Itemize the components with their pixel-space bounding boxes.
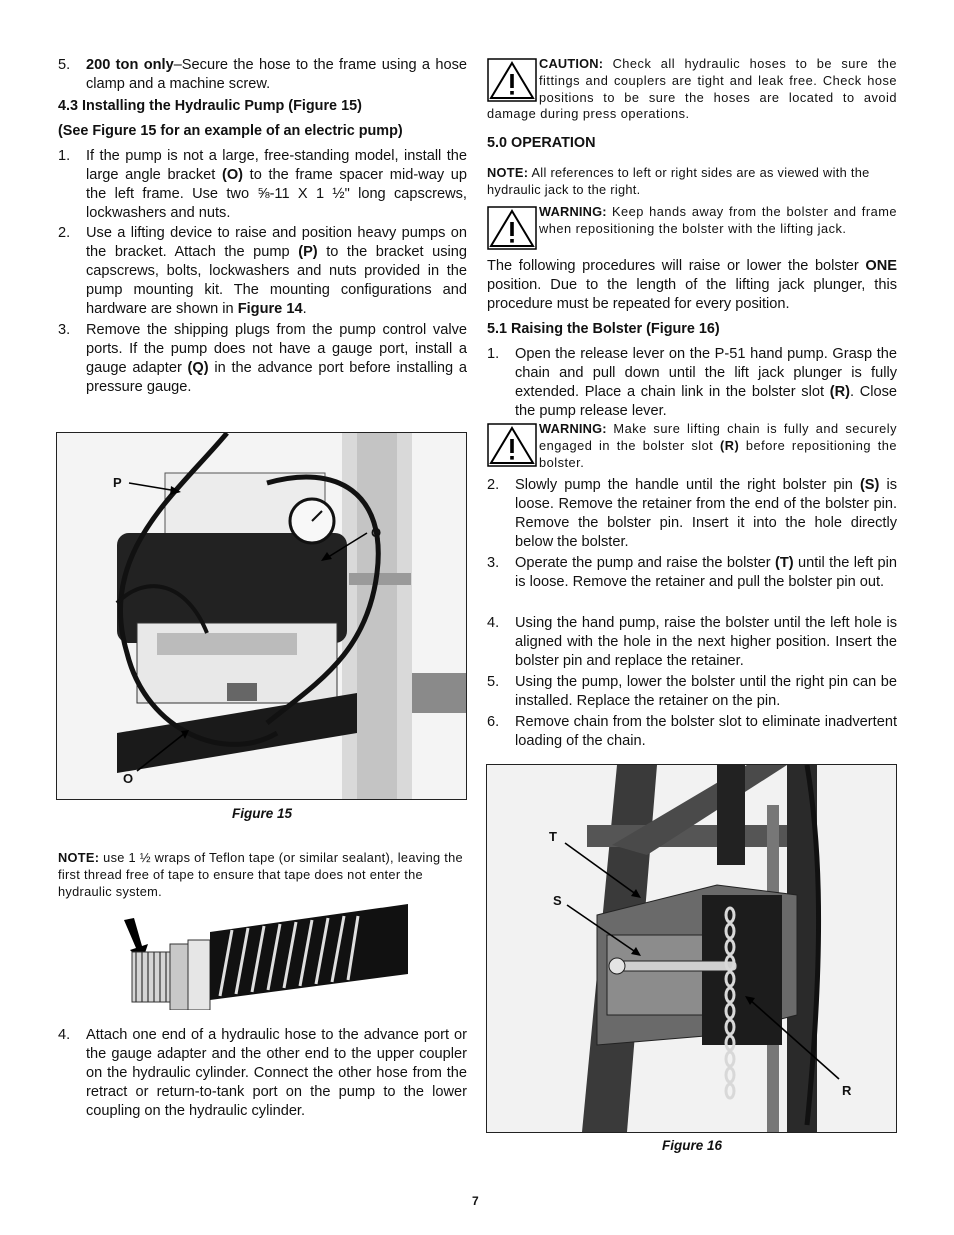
- list-number: 5.: [487, 674, 500, 690]
- list-number: 2.: [487, 477, 500, 493]
- figure-label-p: P: [113, 475, 122, 490]
- warning-label: WARNING:: [539, 204, 607, 219]
- teflon-note: [58, 849, 468, 900]
- step-text: Remove the shipping plugs from the pump control valve ports. If the pump does not have a gauge port, install a gauge adapter (Q) in the advance port before installing a pressure gauge.: [86, 322, 467, 395]
- section-heading-5-0: 5.0 OPERATION: [487, 135, 596, 151]
- operation-intro: The following procedures will raise or lower the bolster ONE position. Due to the length of the lifting jack plunger, this procedure must be repeated for every position.: [487, 258, 897, 312]
- figure-label-t: T: [549, 829, 557, 844]
- figure-label-o: O: [123, 771, 134, 786]
- note-text: use 1 ½ wraps of Teflon tape (or similar sealant), leaving the first thread free of tape to ensure that tape does not enter the hydraulic system.: [58, 850, 463, 899]
- step-text: Open the release lever on the P-51 hand pump. Grasp the chain and pull down until the lift jack plunger is fully extended. Place a chain link in the bolster slot (R). Close the pump release lever.: [515, 346, 898, 419]
- warning-icon: [487, 206, 537, 250]
- figure-15-photo: [56, 432, 467, 800]
- caution-box: [487, 56, 897, 123]
- step-text: Use a lifting device to raise and position heavy pumps on the bracket. Attach the pump (P) to the bracket using capscrews, bolts, lockwashers and nuts provided in the pump mounting kit. The mounting configurations and hardware are shown in Figure 14.: [86, 225, 467, 317]
- step-text: Remove chain from the bolster slot to eliminate inadvertent loading of the chain.: [515, 714, 897, 749]
- figure-label-s: S: [553, 893, 562, 908]
- list-number: 1.: [487, 346, 500, 362]
- list-number: 4.: [58, 1027, 71, 1043]
- warning-icon: [487, 423, 537, 467]
- figure-16-photo: [486, 764, 897, 1133]
- warning-box-2: [487, 421, 897, 471]
- list-number: 2.: [58, 225, 71, 241]
- step-text: –Secure the hose to the frame using a hose clamp and a machine screw.: [86, 57, 467, 92]
- warning-text: WARNING: Make sure lifting chain is fully and securely engaged in the bolster slot (R) before repositioning the bolster.: [539, 421, 897, 470]
- bold-label: 200 ton only: [86, 57, 174, 73]
- list-number: 3.: [58, 322, 71, 338]
- list-number: 4.: [487, 615, 500, 631]
- step-text: If the pump is not a large, free-standing model, install the large angle bracket (O) to the frame spacer mid-way up the left frame. Use two ⅝-11 X 1 ½" long capscrews, lockwashers and nuts.: [86, 148, 468, 221]
- caution-warning-icon: [487, 58, 537, 102]
- figure-16-caption: Figure 16: [662, 1138, 723, 1153]
- section-subheading: (See Figure 15 for an example of an electric pump): [58, 123, 403, 139]
- section-heading-4-3: 4.3 Installing the Hydraulic Pump (Figure 15): [58, 98, 362, 114]
- list-number: 3.: [487, 555, 500, 571]
- section-heading-5-1: 5.1 Raising the Bolster (Figure 16): [487, 321, 720, 337]
- fitting-tape-illustration: [120, 900, 410, 1010]
- page-number: 7: [472, 1194, 479, 1208]
- warning-box-1: [487, 204, 897, 250]
- step-text: Operate the pump and raise the bolster (T) until the left pin is loose. Remove the retainer and pull the bolster pin out.: [515, 555, 897, 590]
- note-label: NOTE:: [487, 165, 529, 180]
- caution-label: CAUTION:: [539, 56, 604, 71]
- list-number: 6.: [487, 714, 500, 730]
- step-text: Using the pump, lower the bolster until the right pin can be installed. Replace the retainer on the pin.: [515, 674, 897, 709]
- warning-text: Keep hands away from the bolster and frame when repositioning the bolster with the lifting jack.: [539, 204, 897, 236]
- figure-label-q: Q: [371, 525, 382, 540]
- figure-label-r: R: [842, 1083, 852, 1098]
- figure-15-caption: Figure 15: [232, 806, 293, 821]
- bolster-photo-illustration: [487, 765, 896, 1132]
- list-number: 1.: [58, 148, 71, 164]
- note-label: NOTE:: [58, 850, 100, 865]
- list-number: 5.: [58, 57, 71, 73]
- note-text: All references to left or right sides are as viewed with the hydraulic jack to the right.: [487, 165, 870, 197]
- operation-note: [487, 164, 897, 198]
- step-text: Attach one end of a hydraulic hose to the advance port or the gauge adapter and the other end to the upper coupler on the hydraulic cylinder. Connect the other hose from the retract or return-to-tank port on the pump to the lower coupling on the hydraulic cylinder.: [86, 1027, 467, 1119]
- step-text: Using the hand pump, raise the bolster until the left hole is aligned with the hole in the next higher position. Insert the bolster pin and replace the retainer.: [515, 615, 897, 669]
- caution-text: Check all hydraulic hoses to be sure the fittings and couplers are tight and leak free. Check hose positions to be sure the hoses are located to avoid damage during press operations.: [487, 56, 897, 122]
- step-text: Slowly pump the handle until the right bolster pin (S) is loose. Remove the retainer from the end of the bolster pin. Remove the bolster pin. Insert it into the hole directly below the bolster.: [515, 477, 897, 550]
